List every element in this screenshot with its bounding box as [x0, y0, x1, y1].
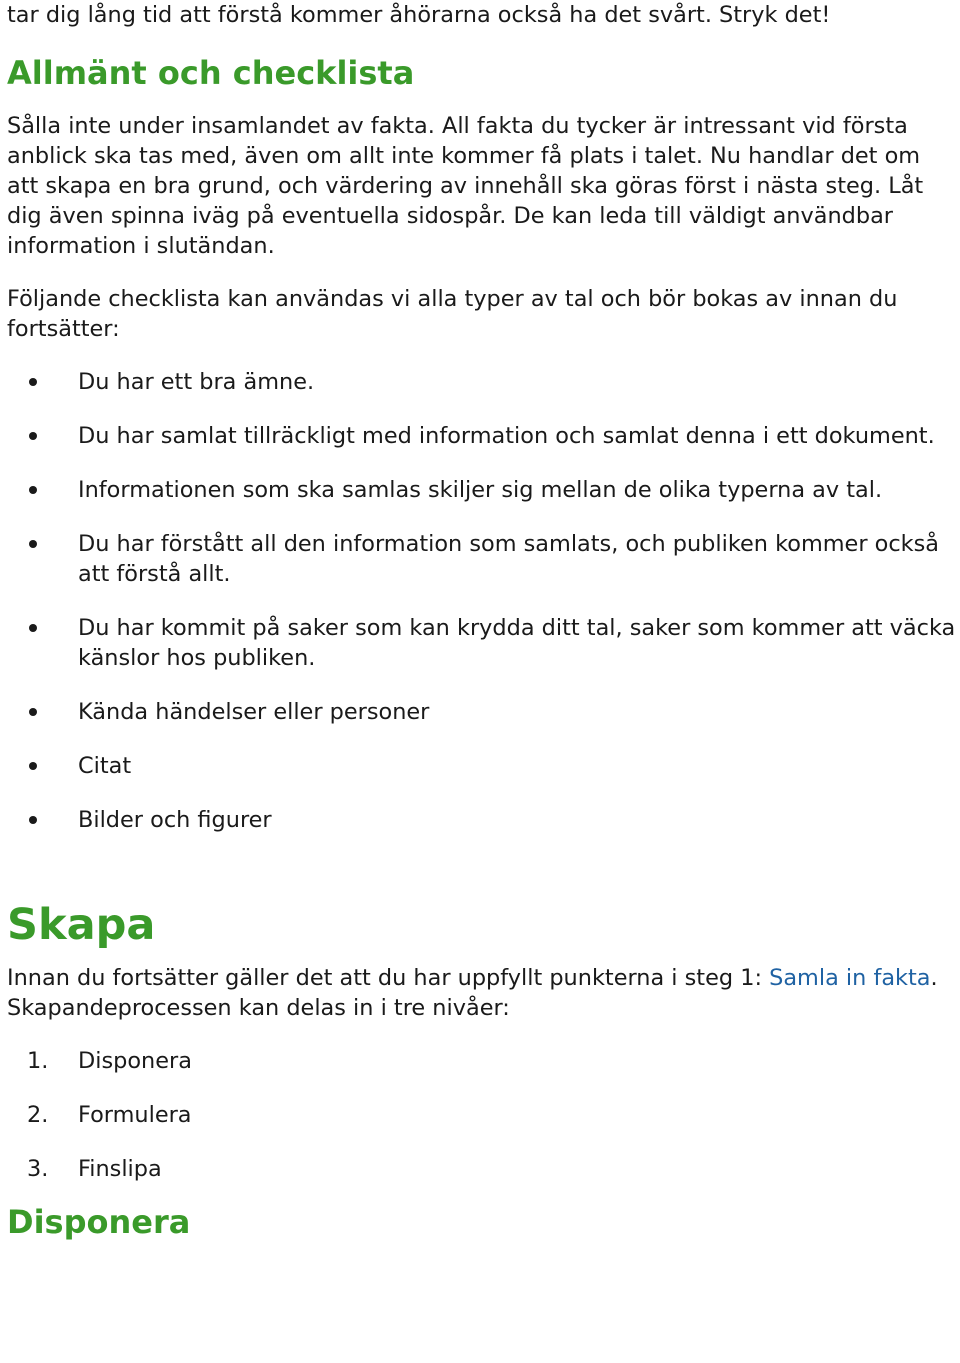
list-number: 2.	[27, 1102, 49, 1128]
checklist-item-text: Du har ett bra ämne.	[78, 369, 315, 395]
skapa-intro-prefix: Innan du fortsätter gäller det att du har uppfyllt punkterna i steg 1:	[7, 965, 770, 991]
checklist-item	[7, 475, 957, 505]
checklist-item	[7, 529, 957, 589]
bullet-icon	[29, 816, 37, 824]
checklist-paragraph-1: Sålla inte under insamlandet av fakta. All fakta du tycker är intressant vid första anblick ska tas med, även om allt inte kommer få plats i talet. Nu handlar det om att skapa en bra grund, och värdering av innehåll ska göras först i nästa steg. Låt dig även spinna iväg på eventuella sidospår. De kan leda till väldigt användbar information i slutändan.	[7, 113, 924, 259]
checklist-item	[7, 805, 957, 835]
levels-list-label: Finslipa	[78, 1156, 162, 1182]
checklist-item	[7, 751, 957, 781]
skapa-heading: Skapa	[7, 900, 156, 950]
bullet-icon	[29, 378, 37, 386]
levels-list-label: Formulera	[78, 1102, 192, 1128]
levels-list-item	[7, 1154, 957, 1184]
skapa-levels-intro: Skapandeprocessen kan delas in i tre nivåer:	[7, 995, 510, 1021]
checklist-item-text: Citat	[78, 753, 132, 779]
bullet-icon	[29, 624, 37, 632]
checklist-item-text: Kända händelser eller personer	[78, 699, 430, 725]
checklist-item-text: Informationen som ska samlas skiljer sig mellan de olika typerna av tal.	[78, 477, 883, 503]
checklist-heading: Allmänt och checklista	[7, 54, 415, 92]
skapa-intro-suffix: .	[930, 965, 938, 991]
levels-list-item	[7, 1100, 957, 1130]
checklist-item-text: Du har förstått all den information som samlats, och publiken kommer också att förstå allt.	[78, 531, 940, 587]
levels-list-item	[7, 1046, 957, 1076]
checklist-item-text: Bilder och figurer	[78, 807, 272, 833]
bullet-icon	[29, 708, 37, 716]
list-number: 1.	[27, 1048, 49, 1074]
checklist-item	[7, 367, 957, 397]
bullet-icon	[29, 762, 37, 770]
bullet-icon	[29, 540, 37, 548]
levels-list	[7, 1046, 957, 1184]
checklist-item	[7, 421, 957, 451]
checklist-item-text: Du har kommit på saker som kan krydda ditt tal, saker som kommer att väcka känslor hos publiken.	[78, 615, 956, 671]
checklist-item	[7, 613, 957, 673]
checklist-item	[7, 697, 957, 727]
bullet-icon	[29, 486, 37, 494]
checklist	[7, 367, 957, 835]
bullet-icon	[29, 432, 37, 440]
levels-list-label: Disponera	[78, 1048, 192, 1074]
document-page	[7, 0, 957, 1242]
checklist-paragraph-2: Följande checklista kan användas vi alla typer av tal och bör bokas av innan du fortsätter:	[7, 286, 898, 342]
list-number: 3.	[27, 1156, 49, 1182]
samla-in-fakta-link[interactable]: Samla in fakta	[769, 965, 931, 991]
disponera-heading: Disponera	[7, 1203, 191, 1241]
checklist-item-text: Du har samlat tillräckligt med information och samlat denna i ett dokument.	[78, 423, 935, 449]
skapa-intro-paragraph	[7, 963, 957, 993]
intro-tail-paragraph: tar dig lång tid att förstå kommer åhörarna också ha det svårt. Stryk det!	[7, 2, 831, 28]
